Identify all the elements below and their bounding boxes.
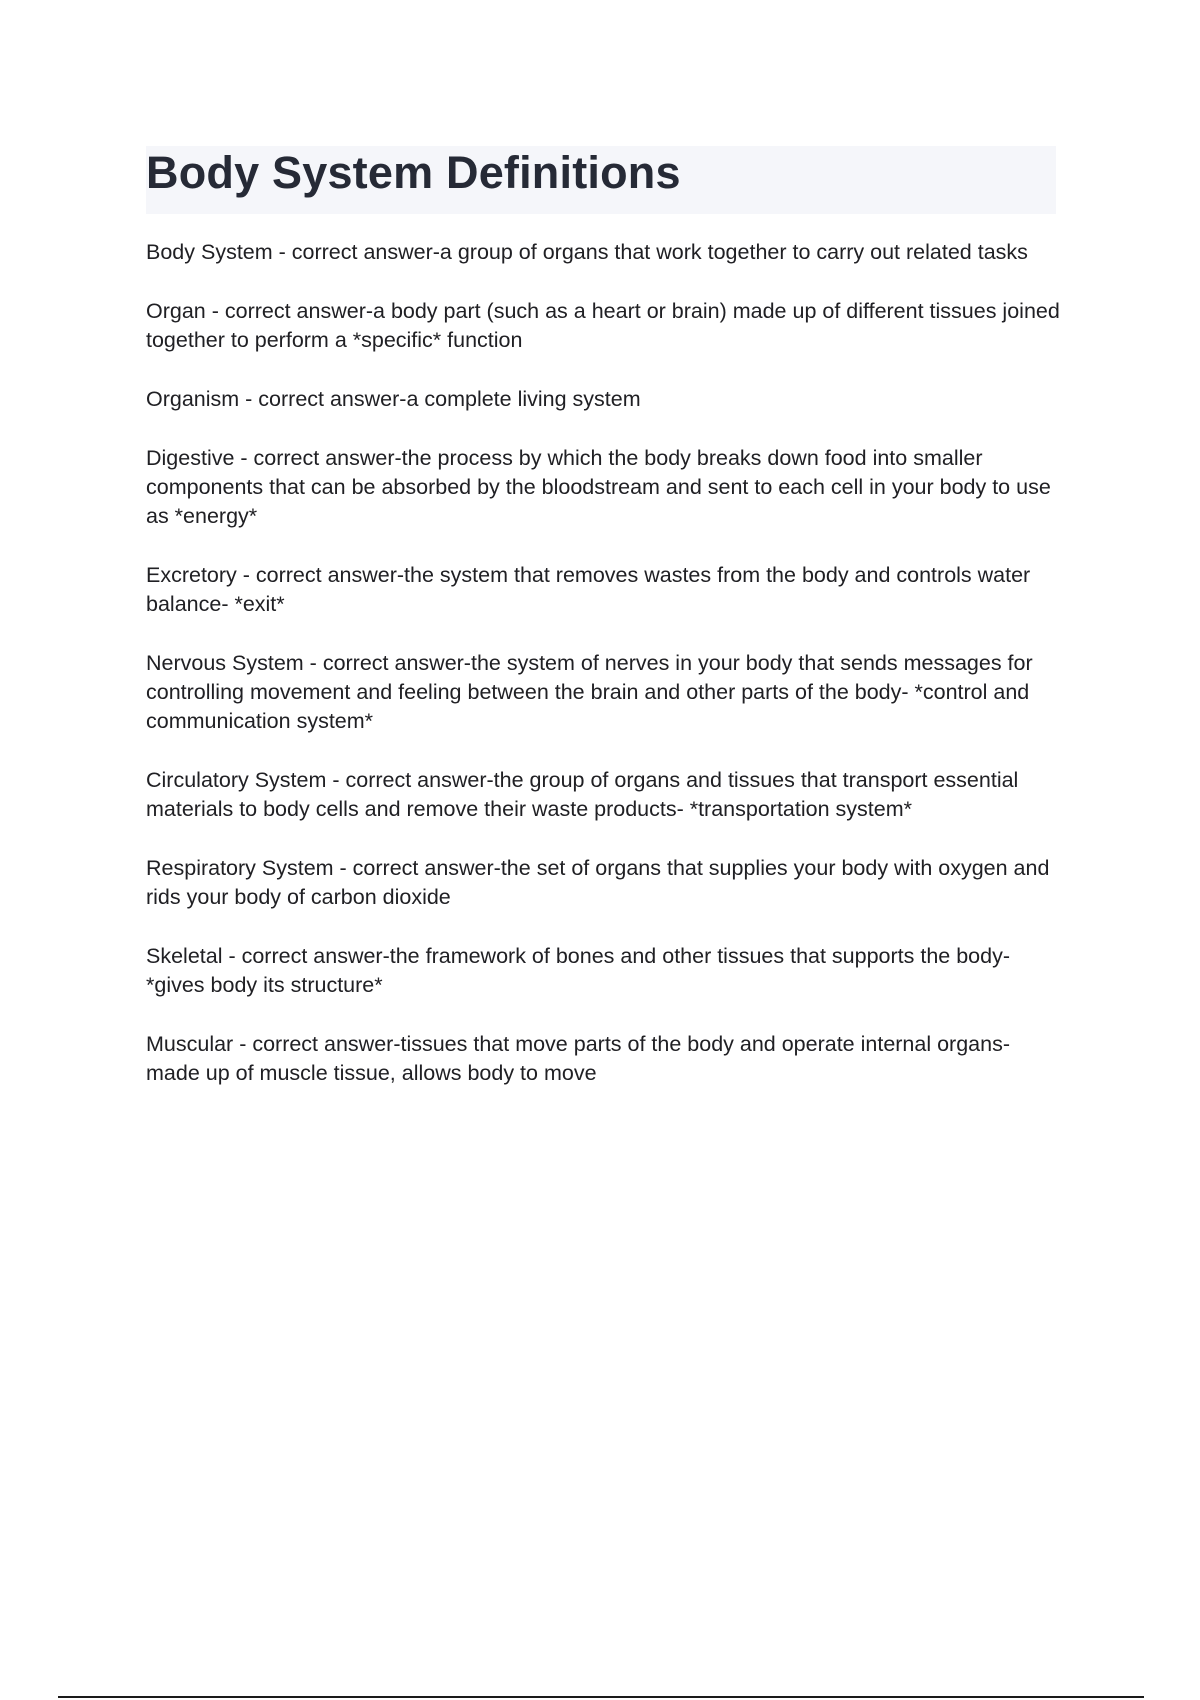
definition-entry: Skeletal - correct answer-the framework of bones and other tissues that supports the body- *gives body its structure* bbox=[146, 944, 1011, 997]
definition-entry: Nervous System - correct answer-the system of nerves in your body that sends messages for controlling movement and feeling between the brain and other parts of the body- *control and communication system* bbox=[146, 651, 1033, 733]
page-title: Body System Definitions bbox=[146, 147, 681, 198]
definition-entry: Body System - correct answer-a group of organs that work together to carry out related tasks bbox=[146, 240, 1028, 264]
footer-divider bbox=[58, 1696, 1144, 1698]
definition-entry: Respiratory System - correct answer-the set of organs that supplies your body with oxygen and rids your body of carbon dioxide bbox=[146, 856, 1050, 909]
definition-entry: Organ - correct answer-a body part (such as a heart or brain) made up of different tissues joined together to perform a *specific* function bbox=[146, 299, 1060, 352]
definition-entry: Circulatory System - correct answer-the group of organs and tissues that transport essential materials to body cells and remove their waste products- *transportation system* bbox=[146, 768, 1019, 821]
definition-entry: Excretory - correct answer-the system that removes wastes from the body and controls water balance- *exit* bbox=[146, 563, 1031, 616]
definition-entry: Organism - correct answer-a complete living system bbox=[146, 387, 641, 411]
definition-entry: Muscular - correct answer-tissues that move parts of the body and operate internal organs-made up of muscle tissue, allows body to move bbox=[146, 1032, 1010, 1085]
definition-entry: Digestive - correct answer-the process by which the body breaks down food into smaller components that can be absorbed by the bloodstream and sent to each cell in your body to use as *energy* bbox=[146, 446, 1051, 528]
definitions-list bbox=[146, 238, 1062, 1118]
